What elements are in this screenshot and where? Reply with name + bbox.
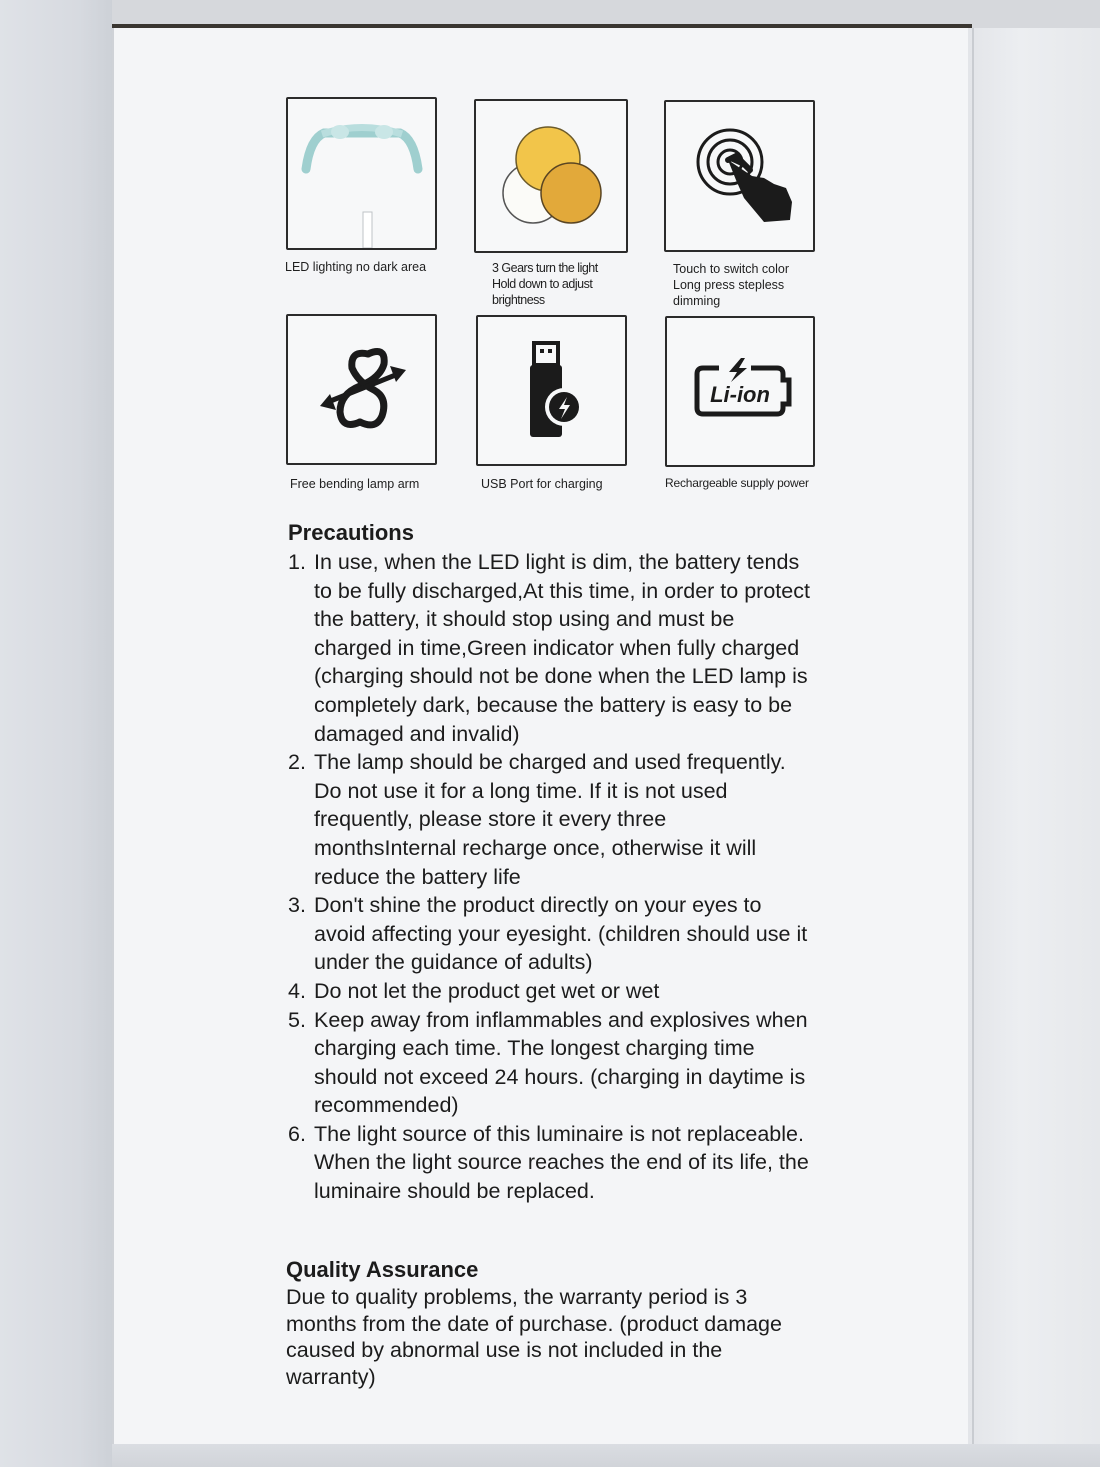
precaution-number: 4. <box>288 978 306 1003</box>
feature-card-battery <box>665 316 815 467</box>
quality-text: Due to quality problems, the warranty period is 3 months from the date of purchase. (product damage caused by abnormal use is not included in the warranty) <box>286 1285 782 1389</box>
precaution-number: 3. <box>288 893 306 918</box>
feature-caption-usb: USB Port for charging <box>481 477 603 491</box>
feature-card-touch <box>664 100 815 252</box>
feature-caption-lighting: LED lighting no dark area <box>285 260 427 274</box>
feature-caption-touch: Touch to switch color Long press stepless dimming <box>673 262 790 308</box>
box-corner-edge <box>972 28 974 1444</box>
precaution-number: 2. <box>288 750 306 775</box>
precaution-text: Keep away from inflammables and explosives when charging each time. The longest charging time should not exceed 24 hours. (charging in daytime is recommended) <box>314 1007 808 1118</box>
feature-caption-gears: 3 Gears turn the light Hold down to adjust brightness <box>492 261 598 307</box>
precaution-item-5 <box>288 1006 828 1120</box>
precaution-number: 1. <box>288 550 306 574</box>
bend-arm-icon <box>288 316 435 463</box>
feature-caption-bending: Free bending lamp arm <box>290 477 420 491</box>
color-circles-icon <box>476 101 626 251</box>
precaution-number: 6. <box>288 1121 306 1146</box>
box-bottom-edge <box>112 1444 1100 1467</box>
quality-heading: Quality Assurance <box>286 1257 479 1282</box>
precaution-text: Don't shine the product directly on your eyes to avoid affecting your eyesight. (children should use it under the guidance of adults) <box>314 893 808 975</box>
feature-card-lighting <box>286 97 437 250</box>
precautions-list <box>288 548 828 1206</box>
precaution-text: The light source of this luminaire is not replaceable. When the light source reaches the end of its life, the luminaire should be replaced. <box>314 1121 809 1204</box>
box-side-left <box>0 0 112 1467</box>
precaution-number: 5. <box>288 1007 306 1032</box>
precautions-heading: Precautions <box>288 520 414 545</box>
precaution-item-6 <box>288 1120 828 1206</box>
touch-hand-icon <box>666 102 813 250</box>
precaution-item-3 <box>288 891 828 977</box>
precaution-text: In use, when the LED light is dim, the battery tends to be fully discharged,At this time, in order to protect the battery, it should stop using and must be charged in time,Green indicator when fully charged (charging should not be done when the LED lamp is completely dark, because the battery is easy to be damaged and invalid) <box>314 550 810 746</box>
feature-card-usb <box>476 315 627 466</box>
feature-caption-battery: Rechargeable supply power <box>665 476 809 490</box>
box-side-right <box>968 28 1100 1467</box>
feature-card-bending <box>286 314 437 465</box>
precaution-text: Do not let the product get wet or wet <box>314 978 660 1003</box>
li-ion-battery-icon <box>667 318 813 465</box>
precaution-text: The lamp should be charged and used frequently. Do not use it for a long time. If it is not used frequently, please store it every three monthsInternal recharge once, otherwise it will reduce the battery life <box>314 750 786 889</box>
precaution-item-4 <box>288 977 828 1006</box>
li-ion-label: Li-ion <box>710 382 770 407</box>
usb-charge-icon <box>478 317 625 464</box>
lamp-head-icon <box>288 99 435 248</box>
feature-card-gears <box>474 99 628 253</box>
precaution-item-2 <box>288 748 828 891</box>
precaution-item-1 <box>288 548 828 748</box>
